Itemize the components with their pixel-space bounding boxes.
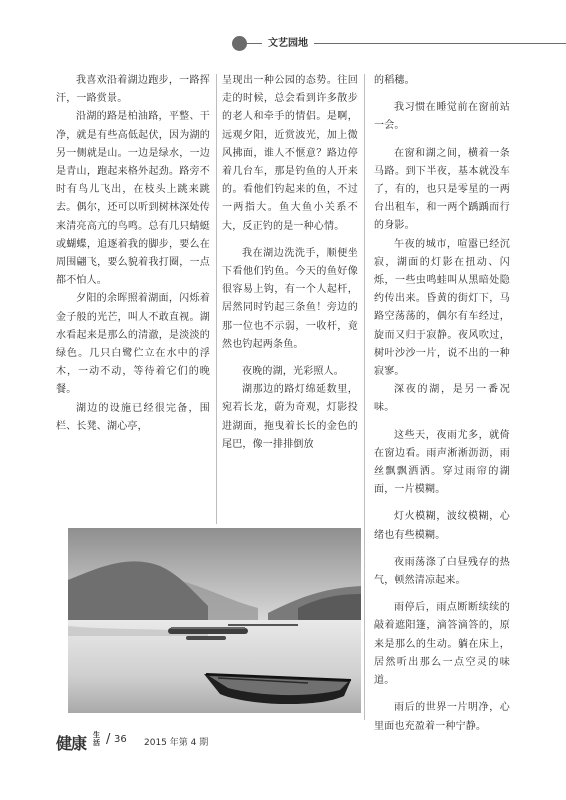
paragraph: 的稻穗。 <box>374 75 415 86</box>
paragraph: 在窗和湖之间，横着一条马路。到下半夜，基本就没车了，有的，也只是零星的一两台出租车，和一两个踽踽而行的身影。 <box>374 147 510 232</box>
section-header <box>232 36 566 52</box>
page-number: 36 <box>114 734 127 745</box>
paragraph: 午夜的城市，喧嚣已经沉寂，湖面的灯影在扭动、闪烁，一些虫鸣蛙叫从黑暗处隐约传出来。昏黄的街灯下，马路空荡荡的，偶尔有车经过，旋而又归于寂静。夜风吹过，树叶沙沙一片，说不出的一种寂寥。 <box>374 238 510 378</box>
text-column-1 <box>56 72 210 528</box>
magazine-logo: 健康 <box>56 734 87 753</box>
paragraph: 夜雨荡涤了白昼残存的热气，顿然清凉起来。 <box>374 556 510 587</box>
section-title: 文艺园地 <box>262 36 314 51</box>
paragraph: 呈现出一种公园的态势。往回走的时候，总会看到许多散步的老人和牵手的情侣。是啊，远观夕阳，近赏波光，加上微风拂面，谁人不惬意？路边停着几台车，那是钓鱼的人开来的。看他们钓起来的鱼，不过一两指大。鱼大鱼小关系不大，反正钓的是一种心情。 <box>222 75 358 232</box>
header-dot-icon <box>232 36 247 51</box>
paragraph: 湖那边的路灯绵延数里，宛若长龙，蔚为奇观，灯影投进湖面，拖曳着长长的金色的尾巴，像一排排倒放 <box>222 384 358 450</box>
column-divider <box>364 74 365 720</box>
lake-photo <box>68 528 361 713</box>
page-footer <box>56 733 356 753</box>
text-column-2 <box>222 72 358 528</box>
text-column-3 <box>374 72 510 732</box>
paragraph: 夕阳的余晖照着湖面，闪烁着金子般的光芒，叫人不敢直视。湖水看起来是那么的清澈，是淡淡的绿色。几只白鹭伫立在水中的浮木，一动不动，等待着它们的晚餐。 <box>56 293 210 396</box>
paragraph: 我习惯在睡觉前在窗前站一会。 <box>374 102 510 132</box>
issue-label: 2015 年第 4 期 <box>144 738 209 748</box>
paragraph: 灯火模糊，波纹模糊，心绪也有些模糊。 <box>374 511 510 541</box>
lake-boats-image <box>68 528 361 713</box>
paragraph: 雨停后，雨点断断续续的敲着遮阳篷，滴答滴答的，原来是那么的生动。躺在床上，居然听出那么一点空灵的味道。 <box>374 602 510 687</box>
magazine-logo-sub: 生活 <box>93 731 100 747</box>
paragraph: 我喜欢沿着湖边跑步，一路挥汗，一路赏景。 <box>56 75 210 105</box>
paragraph: 这些天，夜雨尤多，就倚在窗边看。雨声淅淅沥沥，雨丝飘飘洒洒。穿过雨帘的湖面，一片模糊。 <box>374 429 510 496</box>
paragraph: 雨后的世界一片明净，心里面也充盈着一种宁静。 <box>374 702 510 732</box>
paragraph: 夜晚的湖，光彩照人。 <box>242 366 344 378</box>
paragraph: 沿湖的路是柏油路，平整、干净，就是有些高低起伏，因为湖的另一侧就是山。一边是绿水，一边是青山，跑起来格外起劲。路旁不时有鸟儿飞出，在枝头上跳来跳去。偶尔，还可以听到树林深处传来清亮高亢的鸟鸣。总有几只蜻蜓或蝴蝶，追逐着我的脚步，要么在周围翩飞，要么貌着我打圈，一点都不怕人。 <box>56 111 210 287</box>
paragraph: 我在湖边洗洗手，顺便坐下看他们钓鱼。今天的鱼好像很容易上钩，有一个人起杆，居然同时钓起三条鱼！旁边的那一位也不示弱，一收杆，竟然也钓起两条鱼。 <box>222 247 358 350</box>
paragraph: 深夜的湖，是另一番况味。 <box>374 384 510 414</box>
page-separator: / <box>106 732 111 747</box>
paragraph: 湖边的设施已经很完备，围栏、长凳、湖心亭， <box>56 402 210 432</box>
column-divider <box>216 74 217 524</box>
